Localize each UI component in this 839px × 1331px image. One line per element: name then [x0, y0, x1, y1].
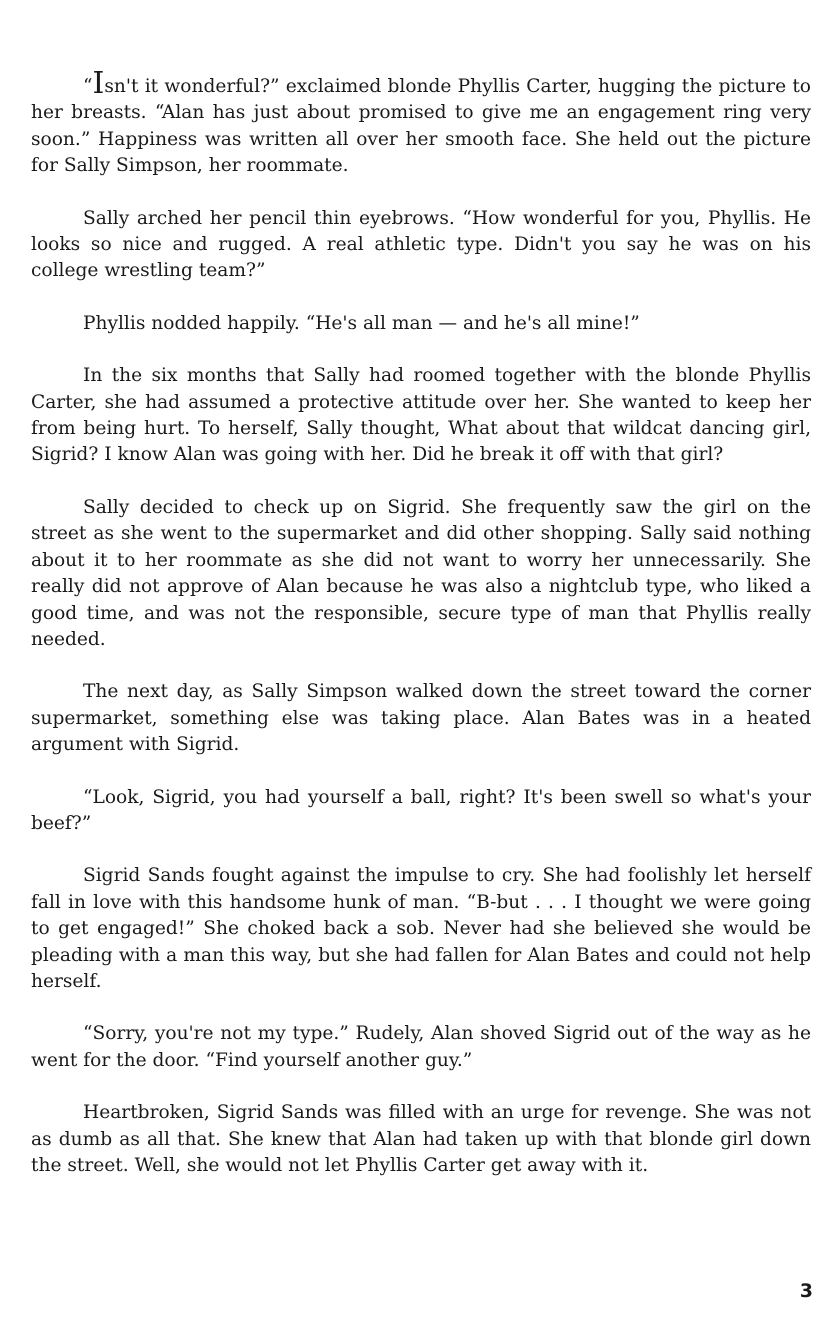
- story-text: [31, 66, 811, 1205]
- drop-initial: I: [92, 66, 105, 101]
- paragraph-4: In the six months that Sally had roomed together with the blonde Phyllis Carter, she had assumed a protective attitude over her. She wanted to keep her from being hurt. To herself, Sally thought, What about that wildcat dancing girl, Sigrid? I know Alan was going with her. Did he break it off with that girl?: [31, 365, 811, 466]
- paragraph-8: Sigrid Sands fought against the impulse to cry. She had foolishly let herself fall in love with this handsome hunk of man. “B-but . . . I thought we were going to get engaged!” She choked back a sob. Never had she believed she would be pleading with a man this way, but she had fallen for Alan Bates and could not help herself.: [31, 865, 811, 992]
- paragraph-5: Sally decided to check up on Sigrid. She frequently saw the girl on the street as she went to the supermarket and did other shopping. Sally said nothing about it to her roommate as she did not want to worry her unnecessarily. She really did not approve of Alan because he was also a nightclub type, who liked a good time, and was not the responsible, secure type of man that Phyllis really needed.: [31, 496, 811, 650]
- paragraph-2: Sally arched her pencil thin eyebrows. “How wonderful for you, Phyllis. He looks so nice and rugged. A real athletic type. Didn't you say he was on his college wrestling team?”: [31, 207, 811, 282]
- paragraph-1: [31, 66, 811, 180]
- opening-quote: “: [83, 76, 93, 97]
- paragraph-7: “Look, Sigrid, you had yourself a ball, right? It's been swell so what's your beef?”: [31, 786, 811, 834]
- paragraph-6: The next day, as Sally Simpson walked down the street toward the corner supermarket, something else was taking place. Alan Bates was in a heated argument with Sigrid.: [31, 681, 811, 756]
- page-number: 3: [799, 1280, 813, 1302]
- paragraph-1-text: sn't it wonderful?” exclaimed blonde Phyllis Carter, hugging the picture to her breasts. “Alan has just about promised to give me an engagement ring very soon.” Happiness was written all over her smooth face. She held out the picture for Sally Simpson, her roommate.: [31, 76, 811, 177]
- paragraph-3: Phyllis nodded happily. “He's all man — and he's all mine!”: [83, 312, 640, 334]
- paragraph-10: Heartbroken, Sigrid Sands was filled with an urge for revenge. She was not as dumb as all that. She knew that Alan had taken up with that blonde girl down the street. Well, she would not let Phyllis Carter get away with it.: [31, 1102, 811, 1176]
- paragraph-9: “Sorry, you're not my type.” Rudely, Alan shoved Sigrid out of the way as he went for the door. “Find yourself another guy.”: [31, 1023, 811, 1071]
